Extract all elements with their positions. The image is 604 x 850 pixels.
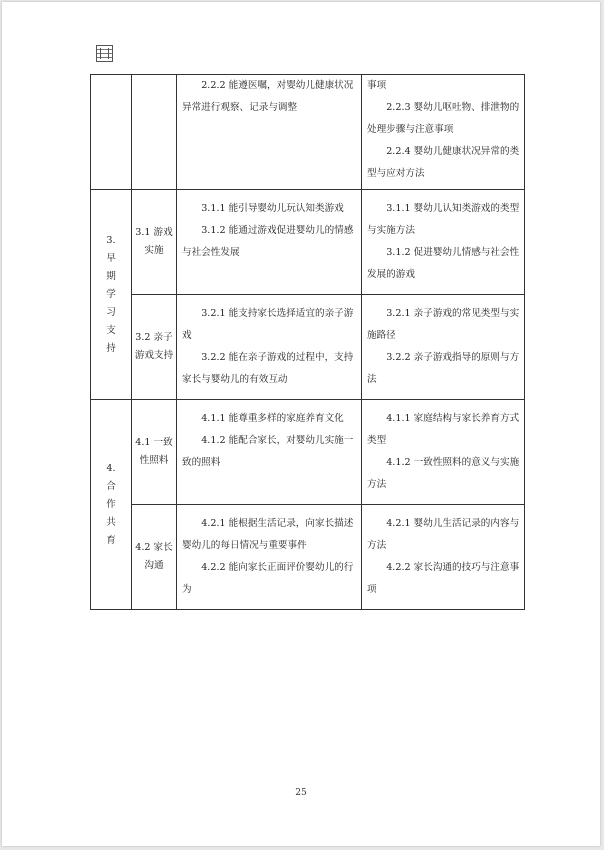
ability-item: 3.1.2 能通过游戏促进婴幼儿的情感与社会性发展 [182,225,354,258]
table-row [91,295,525,400]
unit-cell [132,295,177,400]
unit-cell-empty [132,75,177,190]
knowledge-item: 3.1.2 促进婴幼儿情感与社会性发展的游戏 [367,247,520,280]
ability-item: 4.1.2 能配合家长，对婴幼儿实施一致的照料 [182,435,354,468]
section-label-cell [91,190,132,400]
knowledge-cell [362,295,525,400]
table-row [91,75,525,190]
ability-cell [177,75,362,190]
unit-label: 4.2 家长沟通 [135,542,173,571]
knowledge-item: 2.2.3 婴幼儿呕吐物、排泄物的处理步骤与注意事项 [367,102,520,135]
ability-item: 4.2.2 能向家长正面评价婴幼儿的行为 [182,562,354,595]
unit-cell [132,190,177,295]
table-row [91,190,525,295]
knowledge-item: 4.2.2 家长沟通的技巧与注意事项 [367,562,520,595]
section-label: 3.早期学习支持 [106,234,116,354]
knowledge-item: 3.2.1 亲子游戏的常见类型与实施路径 [367,308,520,341]
knowledge-cell [362,400,525,505]
unit-label: 3.2 亲子游戏支持 [134,332,174,361]
unit-cell [132,400,177,505]
standards-table [90,74,525,610]
knowledge-item: 4.1.2 一致性照料的意义与实施方法 [367,457,520,490]
ability-cell [177,295,362,400]
ability-cell [177,400,362,505]
section-label-cell [91,400,132,610]
section-label: 4.合作共育 [106,462,116,546]
ability-item: 4.1.1 能尊重多样的家庭养育文化 [201,413,344,424]
knowledge-item: 事项 [367,80,387,91]
page-number: 25 [295,788,307,798]
knowledge-item: 3.1.1 婴幼儿认知类游戏的类型与实施方法 [367,203,520,236]
unit-label: 3.1 游戏实施 [135,227,173,256]
table-handle-icon[interactable] [96,45,113,62]
knowledge-item: 3.2.2 亲子游戏指导的原则与方法 [367,352,520,385]
ability-item: 3.2.2 能在亲子游戏的过程中，支持家长与婴幼儿的有效互动 [182,352,354,385]
unit-label: 4.1 一致性照料 [135,437,173,466]
knowledge-item: 2.2.4 婴幼儿健康状况异常的类型与应对方法 [367,146,520,179]
knowledge-cell [362,75,525,190]
table-row [91,505,525,610]
document-page [2,2,600,846]
ability-item: 2.2.2 能遵医嘱，对婴幼儿健康状况异常进行观察、记录与调整 [182,80,354,113]
ability-cell [177,190,362,295]
unit-cell [132,505,177,610]
ability-item: 3.1.1 能引导婴幼儿玩认知类游戏 [201,203,344,214]
knowledge-cell [362,505,525,610]
ability-item: 4.2.1 能根据生活记录，向家长描述婴幼儿的每日情况与重要事件 [182,518,354,551]
ability-cell [177,505,362,610]
table-row [91,400,525,505]
knowledge-item: 4.1.1 家庭结构与家长养育方式类型 [367,413,520,446]
knowledge-cell [362,190,525,295]
ability-item: 3.2.1 能支持家长选择适宜的亲子游戏 [182,308,354,341]
knowledge-item: 4.2.1 婴幼儿生活记录的内容与方法 [367,518,520,551]
section-cell-empty [91,75,132,190]
